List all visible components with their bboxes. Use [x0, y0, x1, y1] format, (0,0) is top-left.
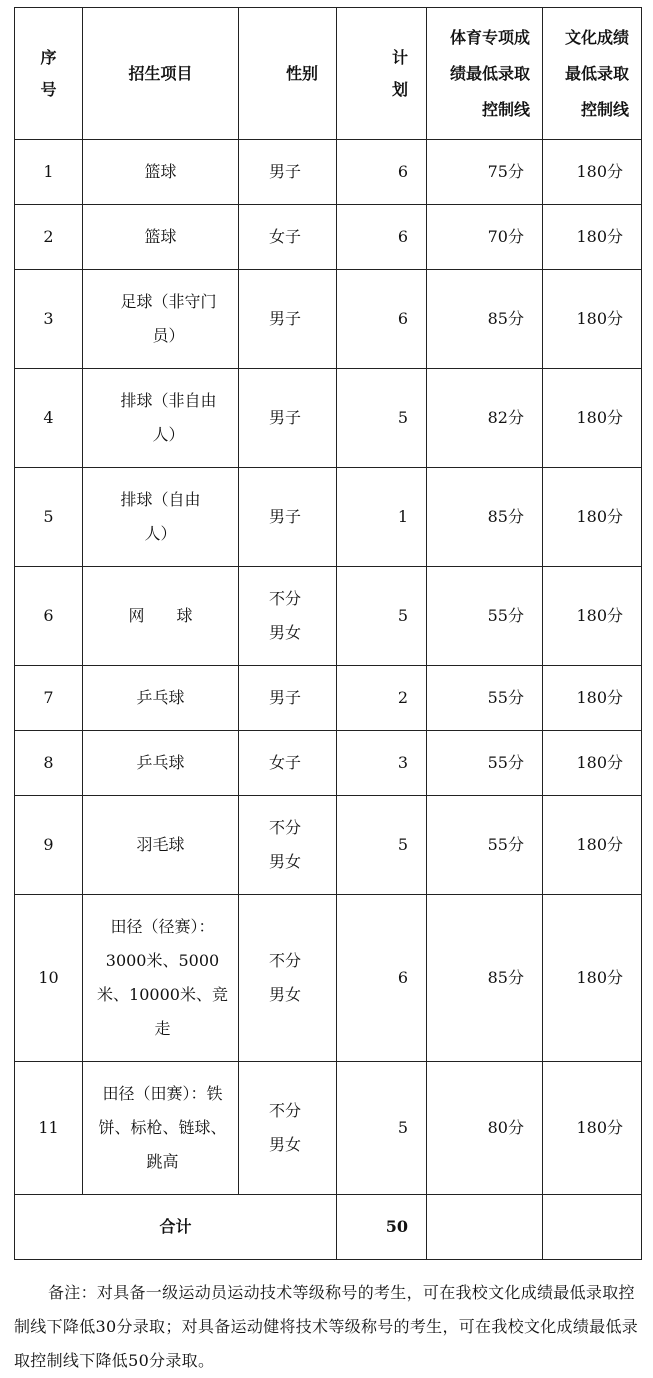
cell-project: 田径（径赛）：3000米、5000米、10000米、竞走 — [83, 895, 239, 1062]
cell-gender: 女子 — [239, 205, 337, 270]
cell-no: 4 — [15, 369, 83, 468]
cell-project: 田径（田赛）：铁饼、标枪、链球、跳高 — [83, 1062, 239, 1195]
total-row — [15, 1195, 642, 1260]
cell-no: 8 — [15, 731, 83, 796]
header-culture-line: 文化成绩最低录取控制线 — [543, 8, 642, 140]
table-row — [15, 731, 642, 796]
cell-project: 网 球 — [83, 567, 239, 666]
cell-no: 2 — [15, 205, 83, 270]
admission-table — [14, 7, 642, 1260]
cell-no: 5 — [15, 468, 83, 567]
cell-no: 10 — [15, 895, 83, 1062]
table-row — [15, 567, 642, 666]
cell-sport-line: 85分 — [427, 895, 543, 1062]
cell-plan: 2 — [337, 666, 427, 731]
header-plan: 计划 — [337, 8, 427, 140]
cell-gender: 不分男女 — [239, 1062, 337, 1195]
cell-project: 羽毛球 — [83, 796, 239, 895]
cell-project: 篮球 — [83, 205, 239, 270]
cell-project: 足球（非守门员） — [83, 270, 239, 369]
table-row — [15, 270, 642, 369]
cell-gender: 不分男女 — [239, 796, 337, 895]
header-gender: 性别 — [239, 8, 337, 140]
cell-project: 篮球 — [83, 140, 239, 205]
cell-plan: 1 — [337, 468, 427, 567]
header-sport-line: 体育专项成绩最低录取控制线 — [427, 8, 543, 140]
cell-gender: 女子 — [239, 731, 337, 796]
table-row — [15, 140, 642, 205]
total-plan: 50 — [337, 1195, 427, 1260]
cell-gender: 男子 — [239, 468, 337, 567]
cell-culture-line: 180分 — [543, 140, 642, 205]
cell-culture-line: 180分 — [543, 567, 642, 666]
cell-plan: 5 — [337, 1062, 427, 1195]
cell-culture-line: 180分 — [543, 468, 642, 567]
cell-sport-line: 55分 — [427, 567, 543, 666]
header-project: 招生项目 — [83, 8, 239, 140]
table-row — [15, 468, 642, 567]
cell-no: 9 — [15, 796, 83, 895]
cell-culture-line: 180分 — [543, 369, 642, 468]
header-seq: 序号 — [15, 8, 83, 140]
cell-culture-line: 180分 — [543, 205, 642, 270]
cell-sport-line: 75分 — [427, 140, 543, 205]
cell-culture-line: 180分 — [543, 270, 642, 369]
cell-sport-line: 55分 — [427, 796, 543, 895]
cell-no: 3 — [15, 270, 83, 369]
cell-project: 乒乓球 — [83, 731, 239, 796]
cell-gender: 不分男女 — [239, 567, 337, 666]
cell-plan: 6 — [337, 205, 427, 270]
table-row — [15, 1062, 642, 1195]
total-culture-empty — [543, 1195, 642, 1260]
cell-project: 排球（自由人） — [83, 468, 239, 567]
cell-sport-line: 55分 — [427, 666, 543, 731]
cell-sport-line: 70分 — [427, 205, 543, 270]
cell-plan: 6 — [337, 140, 427, 205]
table-row — [15, 666, 642, 731]
table-row — [15, 205, 642, 270]
cell-no: 11 — [15, 1062, 83, 1195]
cell-plan: 6 — [337, 270, 427, 369]
cell-plan: 5 — [337, 369, 427, 468]
cell-no: 1 — [15, 140, 83, 205]
cell-plan: 5 — [337, 796, 427, 895]
cell-sport-line: 80分 — [427, 1062, 543, 1195]
cell-plan: 6 — [337, 895, 427, 1062]
cell-culture-line: 180分 — [543, 731, 642, 796]
cell-culture-line: 180分 — [543, 895, 642, 1062]
cell-plan: 3 — [337, 731, 427, 796]
header-row — [15, 8, 642, 140]
total-label: 合计 — [15, 1195, 337, 1260]
table-row — [15, 895, 642, 1062]
cell-sport-line: 82分 — [427, 369, 543, 468]
cell-culture-line: 180分 — [543, 666, 642, 731]
total-sport-empty — [427, 1195, 543, 1260]
cell-sport-line: 55分 — [427, 731, 543, 796]
cell-gender: 男子 — [239, 666, 337, 731]
cell-plan: 5 — [337, 567, 427, 666]
cell-project: 乒乓球 — [83, 666, 239, 731]
cell-culture-line: 180分 — [543, 1062, 642, 1195]
table-row — [15, 796, 642, 895]
cell-no: 6 — [15, 567, 83, 666]
cell-gender: 男子 — [239, 369, 337, 468]
cell-project: 排球（非自由人） — [83, 369, 239, 468]
cell-sport-line: 85分 — [427, 468, 543, 567]
footnote: 备注：对具备一级运动员运动技术等级称号的考生，可在我校文化成绩最低录取控制线下降低30分录取；对具备运动健将技术等级称号的考生，可在我校文化成绩最低录取控制线下降低50分录取。 — [14, 1283, 639, 1370]
cell-gender: 不分男女 — [239, 895, 337, 1062]
cell-no: 7 — [15, 666, 83, 731]
table-row — [15, 369, 642, 468]
cell-culture-line: 180分 — [543, 796, 642, 895]
cell-gender: 男子 — [239, 140, 337, 205]
cell-gender: 男子 — [239, 270, 337, 369]
cell-sport-line: 85分 — [427, 270, 543, 369]
